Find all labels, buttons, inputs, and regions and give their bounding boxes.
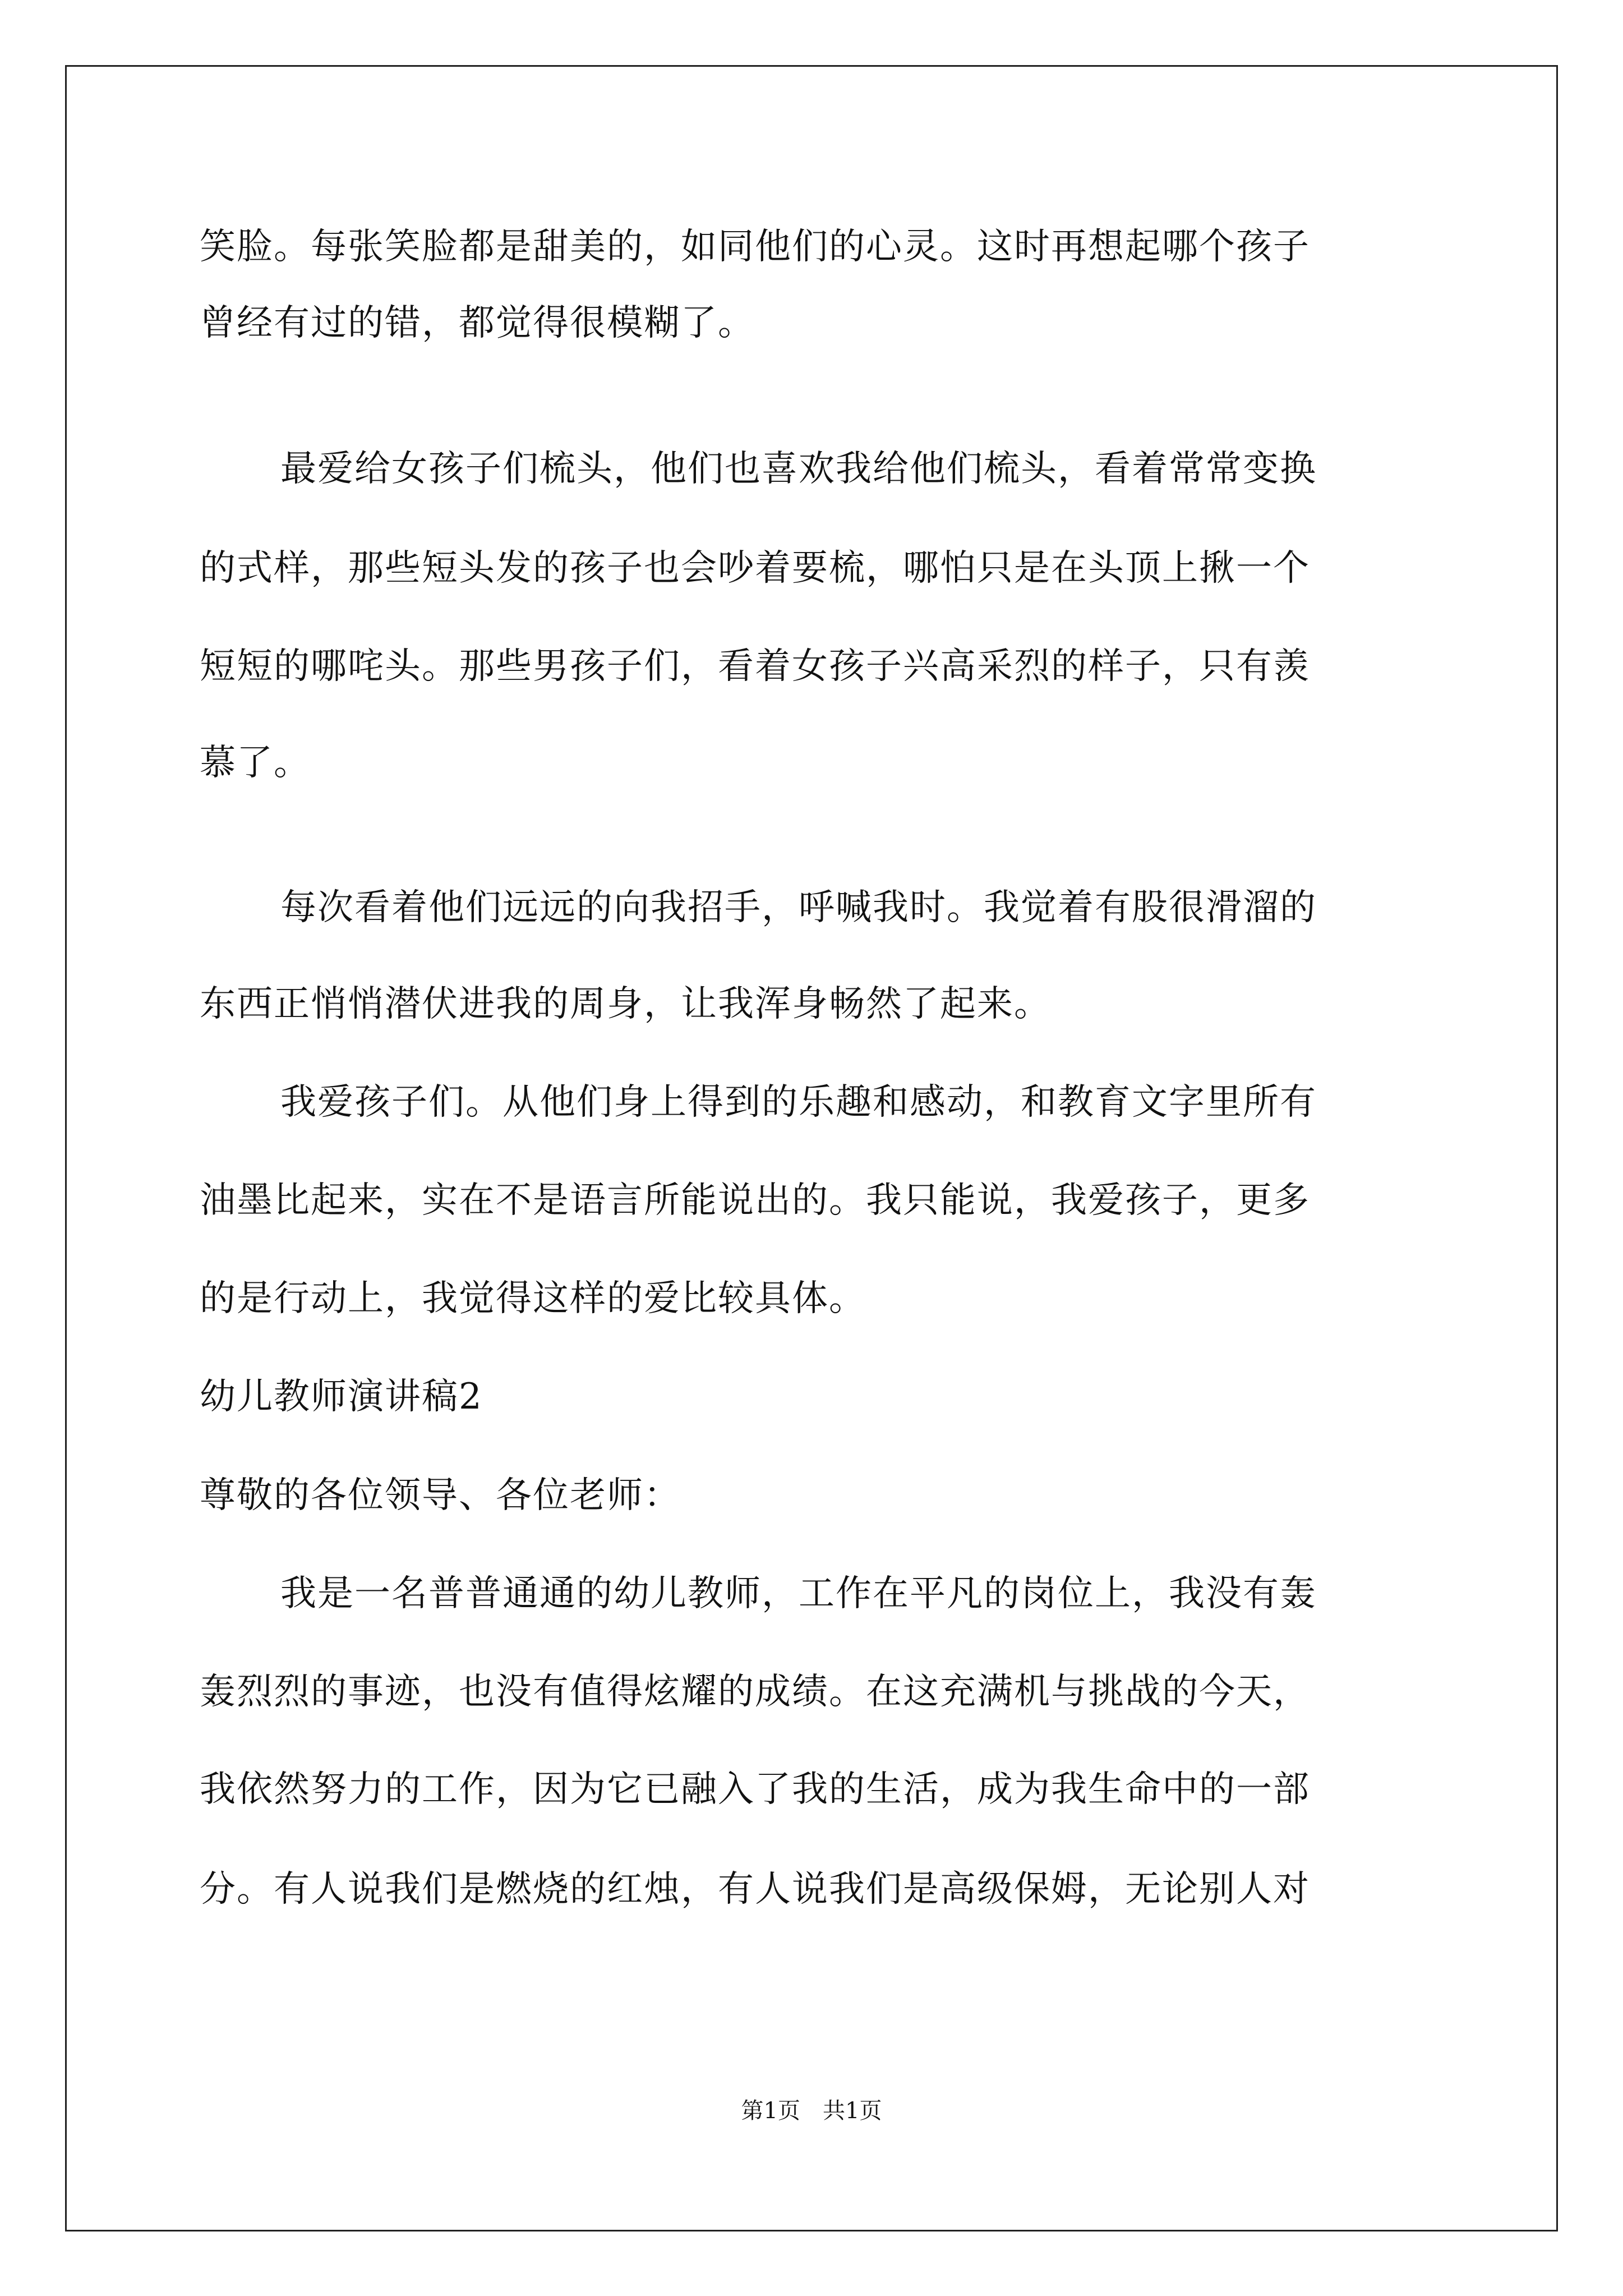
text-line: 慕了。 <box>200 742 311 784</box>
text-line: 分。有人说我们是燃烧的红烛，有人说我们是高级保姆，无论别人对 <box>200 1869 1310 1910</box>
text-line: 最爱给女孩子们梳头，他们也喜欢我给他们梳头，看着常常变换 <box>280 448 1317 490</box>
text-line: 每次看着他们远远的向我招手，呼喊我时。我觉着有股很滑溜的 <box>280 887 1317 928</box>
text-line: 我依然努力的工作，因为它已融入了我的生活，成为我生命中的一部 <box>200 1769 1310 1810</box>
text-line: 笑脸。每张笑脸都是甜美的，如同他们的心灵。这时再想起哪个孩子 <box>200 226 1310 268</box>
page-footer: 第1页 共1页 <box>741 2098 882 2124</box>
text-line: 的式样，那些短头发的孩子也会吵着要梳，哪怕只是在头顶上揪一个 <box>200 547 1310 589</box>
text-line: 东西正悄悄潜伏进我的周身，让我浑身畅然了起来。 <box>200 983 1051 1025</box>
text-line: 油墨比起来，实在不是语言所能说出的。我只能说，我爱孩子，更多 <box>200 1180 1310 1221</box>
salutation: 尊敬的各位领导、各位老师： <box>200 1475 681 1516</box>
text-line: 曾经有过的错，都觉得很模糊了。 <box>200 302 755 344</box>
text-line: 我爱孩子们。从他们身上得到的乐趣和感动，和教育文字里所有 <box>280 1082 1317 1123</box>
text-line: 的是行动上，我觉得这样的爱比较具体。 <box>200 1278 866 1319</box>
section-title: 幼儿教师演讲稿2 <box>200 1376 483 1418</box>
text-line: 短短的哪咤头。那些男孩子们，看着女孩子兴高采烈的样子，只有羡 <box>200 646 1310 687</box>
text-line: 我是一名普普通通的幼儿教师，工作在平凡的岗位上，我没有轰 <box>280 1573 1317 1614</box>
text-line: 轰烈烈的事迹，也没有值得炫耀的成绩。在这充满机与挑战的今天， <box>200 1671 1310 1713</box>
